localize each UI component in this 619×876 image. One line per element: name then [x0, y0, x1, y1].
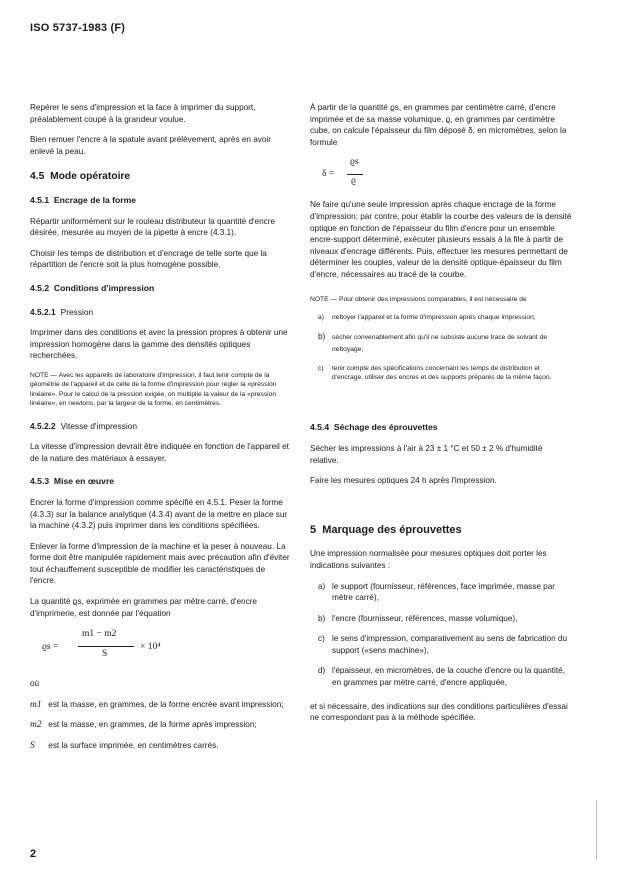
equation-factor: × 10⁴ [140, 642, 161, 653]
paragraph: À partir de la quantité ϱs, en grammes par centimètre carré, d'encre imprimée et de sa masse volumique, ϱ, en grammes par centimètre cube, on calcule l'épaisseur du film déposé δ, en micromètres, selon la formule [310, 103, 567, 147]
note: NOTE — Pour obtenir des impressions comparables, il est nécessaire de [310, 295, 527, 303]
section-heading-4-5-4 [310, 422, 572, 434]
equation-ink-quantity [30, 628, 292, 668]
item-label: d) [318, 666, 326, 676]
equation-film-thickness [310, 157, 572, 189]
section-number: 4.5 [30, 171, 45, 183]
item-label: a) [318, 581, 326, 591]
equation-lhs: ϱs = [42, 642, 59, 653]
symbol: m2 [30, 720, 42, 731]
paragraph: Une impression normalisée pour mesures optiques doit porter les indications suivantes : [310, 549, 547, 570]
section-number: 4.5.4 [310, 422, 330, 433]
section-heading-4-5-3 [30, 476, 292, 488]
section-heading-5 [310, 525, 572, 537]
equation-denominator: S [102, 649, 108, 660]
section-title: Séchage des éprouvettes [333, 422, 438, 433]
paragraph: Imprimer dans des conditions et avec la pression propres à obtenir une impression homogène dans la gamme des densités optiques recherchées. [30, 328, 288, 361]
document-header: ISO 5737-1983 (F) [30, 22, 126, 34]
paragraph: et si nécessaire, des indications sur des conditions particulières d'essai ne correspondant pas à la méthode spécifiée. [310, 701, 568, 723]
section-title: Mode opératoire [50, 171, 131, 183]
equation-denominator: ϱ [351, 176, 356, 187]
note: NOTE — Avec les appareils de laboratoire d'impression, il faut tenir compte de la géométrie de l'appareil et de celle de la forme d'impression pour régler la «pression linéaire». Pour le calcul de la pression exigée, on multiplie la valeur de la «pression linéaire», en newtons, par la largeur de la forme, en centimètres. [30, 371, 277, 408]
right-column [310, 102, 572, 733]
fraction-bar [78, 646, 134, 647]
item-label: b) [318, 332, 326, 342]
paragraph: Répartir uniformément sur le rouleau distributeur la quantité d'encre désirée, mesurée au moyen de la pipette à encre (4.3.1). [30, 216, 276, 238]
paragraph: Enlever la forme d'impression de la machine et la peser à nouveau. La forme doit être manipulée rapidement mais avec précaution afin d'éviter tout échauffement susceptible de modifier les caractéristiques de l'encre. [30, 541, 290, 586]
paragraph: Faire les mesures optiques 24 h après l'impression. [310, 476, 497, 486]
section-number: 5 [310, 523, 317, 536]
symbol: m1 [30, 699, 42, 710]
section-heading-4-5 [30, 171, 292, 183]
note-item-b [318, 331, 572, 354]
note-item-c [318, 364, 572, 383]
paragraph: Choisir les temps de distribution et d'encrage de telle sorte que la répartition de l'encre soit la plus homogène possible. [30, 248, 267, 270]
equation-numerator: m1 − m2 [82, 629, 117, 640]
left-column [30, 102, 292, 761]
definition-m2 [30, 719, 292, 732]
definition-text: est la masse, en grammes, de la forme encrée avant impression; [48, 699, 284, 709]
equation-numerator: ϱs [350, 157, 359, 168]
page-number: 2 [30, 848, 37, 860]
section-title: Vitesse d'impression [60, 420, 138, 431]
section-title: Conditions d'impression [53, 282, 155, 293]
item-text: le support (fournisseur, références, face imprimée, masse par mètre carré), [332, 581, 555, 603]
section-heading-4-5-1 [30, 195, 292, 207]
section-number: 4.5.2.1 [30, 306, 56, 317]
paragraph: Sécher les impressions à l'air à 23 ± 1 °C et 50 ± 2 % d'humidité relative. [310, 443, 543, 465]
note-item-a [318, 313, 572, 322]
section-number: 4.5.3 [30, 476, 50, 487]
equation-lhs: δ = [322, 169, 335, 180]
section-number: 4.5.2.2 [30, 420, 56, 431]
symbol: S [30, 741, 35, 752]
section-heading-4-5-2-1 [30, 307, 292, 319]
definition-m1 [30, 699, 292, 712]
item-text: l'encre (fournisseur, références, masse volumique), [332, 613, 518, 623]
item-text: le sens d'impression, comparativement au sens de fabrication du support («sens machine»), [332, 634, 568, 655]
fraction-bar [347, 174, 363, 175]
section-number: 4.5.2 [30, 282, 50, 293]
list-item-d [318, 665, 572, 688]
definition-text: est la surface imprimée, en centimètres carrés. [48, 741, 219, 751]
list-item-b [318, 613, 572, 625]
section-title: Marquage des éprouvettes [322, 523, 462, 536]
item-text: l'épaisseur, en micromètres, de la couche d'encre ou la quantité, en grammes par mètre carré, d'encre appliquée, [332, 666, 565, 688]
paragraph: La quantité ϱs, exprimée en grammes par mètre carré, d'encre d'imprimerie, est donnée par l'équation [30, 597, 257, 618]
item-text: nettoyer l'appareil et la forme d'impression après chaque impression; [332, 313, 536, 321]
item-text: tenir compte des spécifications concernant les temps de distribution et d'encrage, utiliser des encres et des supports préparés de la même façon. [332, 364, 552, 381]
paragraph: Bien remuer l'encre à la spatule avant prélèvement, après en avoir enlevé la peau. [30, 135, 271, 156]
definition-text: est la masse, en grammes, de la forme après impression; [48, 720, 257, 730]
item-label: b) [318, 613, 326, 623]
paragraph: Ne faire qu'une seule impression après chaque encrage de la forme d'impression; par contre, pour établir la courbe des valeurs de la densité optique en fonction de l'épaisseur du film d'encre pour un ensemble encre-support déterminé, exécuter plusieurs essais à la file à partir de niveaux d'encrage différents. Puis, effectuer les mesures permettant de déterminer les couples, valeur de la densité optique-épaisseur du film d'encre, nécessaires au tracé de la courbe. [310, 200, 572, 279]
section-title: Encrage de la forme [53, 194, 137, 205]
item-label: c) [318, 364, 324, 372]
section-heading-4-5-2 [30, 283, 292, 295]
item-label: a) [318, 313, 324, 321]
list-item-c [318, 633, 572, 656]
paragraph: Encrer la forme d'impression comme spécifié en 4.5.1. Peser la forme (4.3.3) sur la balance analytique (4.3.4) avant de la mettre en place sur la machine (4.3.2) puis imprimer dans les conditions spécifiées. [30, 497, 288, 531]
section-heading-4-5-2-2 [30, 421, 292, 433]
section-title: Pression [60, 306, 94, 317]
scan-edge-mark [596, 800, 597, 860]
paragraph: Repérer le sens d'impression et la face à imprimer du support, préalablement coupé à la grandeur voulue. [30, 103, 256, 124]
item-text: sécher convenablement afin qu'il ne subsiste aucune trace de solvant de nettoyage; [332, 334, 548, 353]
where-label: où [30, 679, 40, 689]
section-number: 4.5.1 [30, 194, 50, 205]
section-title: Mise en œuvre [53, 476, 115, 487]
list-item-a [318, 581, 572, 604]
paragraph: La vitesse d'impression devrait être indiquée en fonction de l'appareil et de la nature des matériaux à essayer. [30, 442, 289, 463]
definition-s [30, 740, 292, 753]
item-label: c) [318, 634, 325, 644]
